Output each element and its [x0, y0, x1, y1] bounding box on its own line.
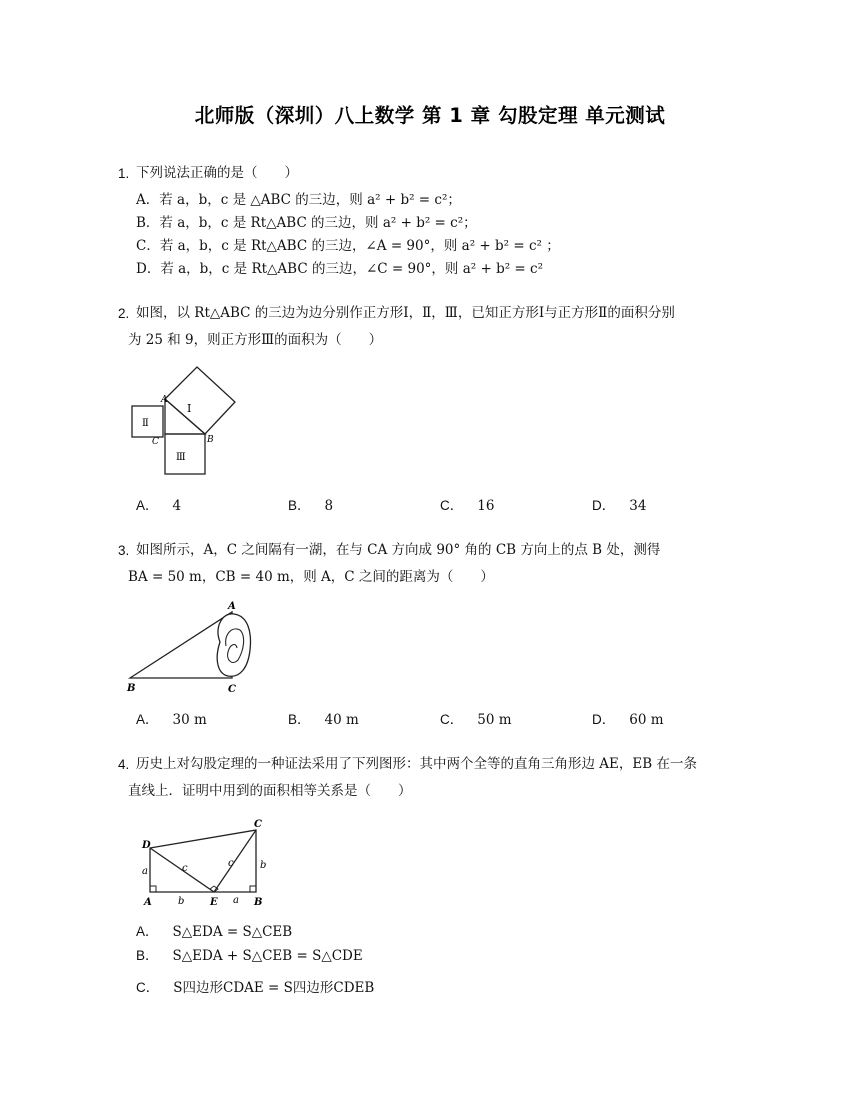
label-b: B [207, 435, 214, 445]
option-a: A．若 a，b，c 是 △ABC 的三边，则 a² + b² = c²； [136, 192, 461, 208]
option-d: D． 34 [592, 498, 647, 514]
question-stem-line2: 为 25 和 9，则正方形Ⅲ的面积为（ ） [128, 332, 383, 348]
trapezoid-figure [136, 816, 276, 912]
option-a: A． 30 m [136, 712, 207, 728]
label-b: B [127, 683, 136, 694]
option-c: C．若 a，b，c 是 Rt△ABC 的三边，∠A = 90°，则 a² + b² = c² ； [136, 238, 560, 254]
question-number: 3. [118, 543, 130, 558]
label-d: D [142, 840, 151, 851]
lake-figure [122, 598, 262, 696]
label-square-2: Ⅱ [142, 418, 149, 429]
question-number: 1. [118, 166, 130, 181]
label-b: B [254, 897, 263, 908]
label-a: A [228, 601, 236, 612]
option-c: C． 50 m [440, 712, 512, 728]
label-c: C [152, 437, 159, 447]
label-c: C [228, 684, 236, 695]
label-side-c: c [182, 863, 188, 874]
option-b: B． S△EDA + S△CEB = S△CDE [136, 948, 363, 964]
question-stem-line2: BA = 50 m，CB = 40 m，则 A，C 之间的距离为（ ） [128, 569, 494, 585]
label-square-3: Ⅲ [176, 452, 186, 463]
option-b: B． 40 m [288, 712, 359, 728]
option-a: A． S△EDA = S△CEB [136, 924, 293, 940]
label-side-b: b [178, 896, 185, 907]
label-side-b2: b [260, 860, 267, 871]
option-c: C． S四边形CDAE = S四边形CDEB [136, 980, 375, 996]
label-side-a: a [142, 866, 148, 877]
option-d: D． 60 m [592, 712, 664, 728]
option-d: D．若 a，b，c 是 Rt△ABC 的三边，∠C = 90°，则 a² + b² = c² [136, 261, 543, 277]
question-number: 4. [118, 757, 130, 772]
option-b: B． 8 [288, 498, 334, 514]
page-title: 北师版（深圳）八上数学 第 1 章 勾股定理 单元测试 [194, 104, 666, 127]
label-side-c2: c [228, 858, 234, 869]
option-b: B．若 a，b，c 是 Rt△ABC 的三边，则 a² + b² = c²； [136, 215, 477, 231]
label-square-1: Ⅰ [187, 402, 192, 415]
question-stem: 下列说法正确的是（ ） [136, 165, 298, 181]
squares-figure [125, 362, 245, 482]
question-stem-line2: 直线上．证明中用到的面积相等关系是（ ） [128, 783, 412, 799]
label-c: C [254, 819, 262, 830]
label-e: E [210, 897, 218, 908]
label-a: A [161, 395, 168, 405]
label-side-a2: a [233, 895, 239, 906]
option-c: C． 16 [440, 498, 495, 514]
question-stem-line1: 历史上对勾股定理的一种证法采用了下列图形：其中两个全等的直角三角形边 AE，EB 在一条 [136, 756, 697, 772]
label-a: A [144, 897, 152, 908]
question-stem-line1: 如图，以 Rt△ABC 的三边为边分别作正方形Ⅰ，Ⅱ，Ⅲ，已知正方形Ⅰ与正方形Ⅱ的面积分别 [136, 305, 675, 321]
question-number: 2. [118, 306, 130, 321]
question-stem-line1: 如图所示，A，C 之间隔有一湖，在与 CA 方向成 90° 角的 CB 方向上的点 B 处，测得 [136, 542, 661, 558]
option-a: A． 4 [136, 498, 182, 514]
